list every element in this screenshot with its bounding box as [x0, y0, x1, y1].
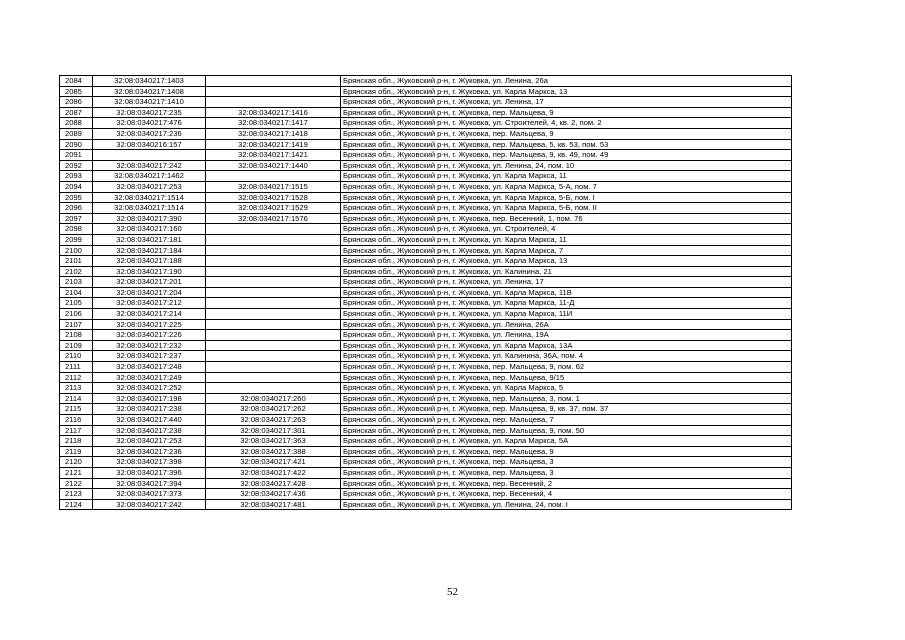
row-number-cell: 2092 [60, 160, 93, 171]
related-cadastral-number-cell [206, 351, 341, 362]
table-row [60, 234, 792, 245]
related-cadastral-number-cell [206, 76, 341, 87]
table-row [60, 425, 792, 436]
table-row [60, 160, 792, 171]
row-number-cell: 2091 [60, 150, 93, 161]
address-cell: Брянская обл., Жуковский р-н, г. Жуковка, пер. Мальцева, 9 [341, 446, 792, 457]
row-number-cell: 2102 [60, 266, 93, 277]
table-row [60, 436, 792, 447]
related-cadastral-number-cell: 32:08:0340217:1421 [206, 150, 341, 161]
row-number-cell: 2116 [60, 415, 93, 426]
table-row [60, 330, 792, 341]
cadastral-number-cell: 32:08:0340217:242 [93, 499, 206, 510]
table-row [60, 150, 792, 161]
cadastral-number-cell: 32:08:0340217:212 [93, 298, 206, 309]
row-number-cell: 2122 [60, 478, 93, 489]
table-row [60, 277, 792, 288]
cadastral-number-cell: 32:08:0340217:236 [93, 128, 206, 139]
row-number-cell: 2087 [60, 107, 93, 118]
related-cadastral-number-cell [206, 224, 341, 235]
table-row [60, 128, 792, 139]
table-row [60, 362, 792, 373]
table-row [60, 245, 792, 256]
related-cadastral-number-cell: 32:08:0340217:422 [206, 467, 341, 478]
cadastral-number-cell: 32:08:0340217:1514 [93, 203, 206, 214]
cadastral-number-cell: 32:08:0340217:188 [93, 256, 206, 267]
row-number-cell: 2104 [60, 287, 93, 298]
row-number-cell: 2115 [60, 404, 93, 415]
row-number-cell: 2114 [60, 393, 93, 404]
row-number-cell: 2106 [60, 309, 93, 320]
row-number-cell: 2111 [60, 362, 93, 373]
table-row [60, 97, 792, 108]
table-row [60, 457, 792, 468]
row-number-cell: 2086 [60, 97, 93, 108]
table-row [60, 393, 792, 404]
address-cell: Брянская обл., Жуковский р-н, г. Жуковка, пер. Мальцева, 9, кв. 49, пом. 49 [341, 150, 792, 161]
cadastral-number-cell: 32:08:0340217:1514 [93, 192, 206, 203]
row-number-cell: 2096 [60, 203, 93, 214]
cadastral-number-cell: 32:08:0340217:238 [93, 425, 206, 436]
cadastral-number-cell: 32:08:0340217:249 [93, 372, 206, 383]
related-cadastral-number-cell: 32:08:0340217:1416 [206, 107, 341, 118]
address-cell: Брянская обл., Жуковский р-н, г. Жуковка, ул. Ленина, 24, пом. 10 [341, 160, 792, 171]
table-row [60, 351, 792, 362]
related-cadastral-number-cell [206, 372, 341, 383]
address-cell: Брянская обл., Жуковский р-н, г. Жуковка, пер. Весенний, 2 [341, 478, 792, 489]
row-number-cell: 2084 [60, 76, 93, 87]
table-row [60, 404, 792, 415]
cadastral-number-cell: 32:08:0340217:253 [93, 181, 206, 192]
cadastral-number-cell: 32:08:0340217:476 [93, 118, 206, 129]
related-cadastral-number-cell [206, 383, 341, 394]
cadastral-number-cell: 32:08:0340217:396 [93, 467, 206, 478]
related-cadastral-number-cell: 32:08:0340217:263 [206, 415, 341, 426]
address-cell: Брянская обл., Жуковский р-н, г. Жуковка, ул. Ленина, 17 [341, 277, 792, 288]
cadastral-number-cell: 32:08:0340217:226 [93, 330, 206, 341]
cadastral-number-cell: 32:08:0340217:204 [93, 287, 206, 298]
row-number-cell: 2113 [60, 383, 93, 394]
row-number-cell: 2103 [60, 277, 93, 288]
table-row [60, 446, 792, 457]
cadastral-number-cell [93, 150, 206, 161]
cadastral-number-cell: 32:08:0340217:394 [93, 478, 206, 489]
cadastral-number-cell: 32:08:0340217:235 [93, 107, 206, 118]
row-number-cell: 2112 [60, 372, 93, 383]
address-cell: Брянская обл., Жуковский р-н, г. Жуковка, ул. Карла Маркса, 11И [341, 309, 792, 320]
row-number-cell: 2093 [60, 171, 93, 182]
address-cell: Брянская обл., Жуковский р-н, г. Жуковка, пер. Мальцева, 9/15 [341, 372, 792, 383]
address-cell: Брянская обл., Жуковский р-н, г. Жуковка, ул. Карла Маркса, 11 [341, 234, 792, 245]
cadastral-number-cell: 32:08:0340217:1462 [93, 171, 206, 182]
table-row [60, 319, 792, 330]
address-cell: Брянская обл., Жуковский р-н, г. Жуковка, ул. Строителей, 4, кв. 2, пом. 2 [341, 118, 792, 129]
table-row [60, 489, 792, 500]
address-cell: Брянская обл., Жуковский р-н, г. Жуковка, пер. Мальцева, 3 [341, 457, 792, 468]
row-number-cell: 2108 [60, 330, 93, 341]
row-number-cell: 2088 [60, 118, 93, 129]
page-number: 52 [447, 586, 458, 598]
cadastral-number-cell: 32:08:0340217:242 [93, 160, 206, 171]
table-row [60, 213, 792, 224]
cadastral-number-cell: 32:08:0340217:214 [93, 309, 206, 320]
address-cell: Брянская обл., Жуковский р-н, г. Жуковка, пер. Мальцева, 7 [341, 415, 792, 426]
cadastral-number-cell: 32:08:0340217:1408 [93, 86, 206, 97]
address-cell: Брянская обл., Жуковский р-н, г. Жуковка, пер. Мальцева, 9 [341, 107, 792, 118]
table-row [60, 171, 792, 182]
address-cell: Брянская обл., Жуковский р-н, г. Жуковка, пер. Мальцева, 3, пом. 1 [341, 393, 792, 404]
related-cadastral-number-cell [206, 86, 341, 97]
related-cadastral-number-cell [206, 245, 341, 256]
row-number-cell: 2120 [60, 457, 93, 468]
cadastral-number-cell: 32:08:0340217:236 [93, 446, 206, 457]
related-cadastral-number-cell: 32:08:0340217:260 [206, 393, 341, 404]
address-cell: Брянская обл., Жуковский р-н, г. Жуковка, пер. Мальцева, 9 [341, 128, 792, 139]
table-row [60, 192, 792, 203]
related-cadastral-number-cell [206, 266, 341, 277]
cadastral-number-cell: 32:08:0340217:238 [93, 404, 206, 415]
cadastral-number-cell: 32:08:0340217:198 [93, 393, 206, 404]
table-row [60, 86, 792, 97]
address-cell: Брянская обл., Жуковский р-н, г. Жуковка, ул. Карла Маркса, 13 [341, 256, 792, 267]
cadastral-number-cell: 32:08:0340216:157 [93, 139, 206, 150]
row-number-cell: 2094 [60, 181, 93, 192]
row-number-cell: 2089 [60, 128, 93, 139]
address-cell: Брянская обл., Жуковский р-н, г. Жуковка, ул. Карла Маркса, 11 [341, 171, 792, 182]
related-cadastral-number-cell [206, 287, 341, 298]
row-number-cell: 2124 [60, 499, 93, 510]
table-row [60, 298, 792, 309]
cadastral-number-cell: 32:08:0340217:232 [93, 340, 206, 351]
related-cadastral-number-cell: 32:08:0340217:1515 [206, 181, 341, 192]
cadastral-number-cell: 32:08:0340217:1410 [93, 97, 206, 108]
row-number-cell: 2097 [60, 213, 93, 224]
address-cell: Брянская обл., Жуковский р-н, г. Жуковка, пер. Весенний, 1, пом. 76 [341, 213, 792, 224]
table-row [60, 372, 792, 383]
related-cadastral-number-cell: 32:08:0340217:481 [206, 499, 341, 510]
table-row [60, 309, 792, 320]
row-number-cell: 2098 [60, 224, 93, 235]
row-number-cell: 2107 [60, 319, 93, 330]
row-number-cell: 2109 [60, 340, 93, 351]
cadastral-number-cell: 32:08:0340217:237 [93, 351, 206, 362]
table-row [60, 287, 792, 298]
cadastral-number-cell: 32:08:0340217:248 [93, 362, 206, 373]
address-cell: Брянская обл., Жуковский р-н, г. Жуковка, ул. Карла Маркса, 5А [341, 436, 792, 447]
address-cell: Брянская обл., Жуковский р-н, г. Жуковка, пер. Мальцева, 9, кв. 37, пом. 37 [341, 404, 792, 415]
table-row [60, 499, 792, 510]
related-cadastral-number-cell: 32:08:0340217:1419 [206, 139, 341, 150]
cadastral-number-cell: 32:08:0340217:390 [93, 213, 206, 224]
related-cadastral-number-cell [206, 330, 341, 341]
row-number-cell: 2105 [60, 298, 93, 309]
row-number-cell: 2101 [60, 256, 93, 267]
address-cell: Брянская обл., Жуковский р-н, г. Жуковка, ул. Ленина, 24, пом. I [341, 499, 792, 510]
cadastral-number-cell: 32:08:0340217:440 [93, 415, 206, 426]
related-cadastral-number-cell [206, 234, 341, 245]
address-cell: Брянская обл., Жуковский р-н, г. Жуковка, ул. Калинина, 36А, пом. 4 [341, 351, 792, 362]
table-row [60, 256, 792, 267]
related-cadastral-number-cell: 32:08:0340217:388 [206, 446, 341, 457]
address-cell: Брянская обл., Жуковский р-н, г. Жуковка, ул. Карла Маркса, 5-Б, пом. I [341, 192, 792, 203]
table-row [60, 266, 792, 277]
row-number-cell: 2117 [60, 425, 93, 436]
cadastral-number-cell: 32:08:0340217:160 [93, 224, 206, 235]
address-cell: Брянская обл., Жуковский р-н, г. Жуковка, пер. Мальцева, 9, пом. 50 [341, 425, 792, 436]
related-cadastral-number-cell [206, 340, 341, 351]
row-number-cell: 2123 [60, 489, 93, 500]
related-cadastral-number-cell [206, 319, 341, 330]
address-cell: Брянская обл., Жуковский р-н, г. Жуковка, ул. Карла Маркса, 11-Д [341, 298, 792, 309]
related-cadastral-number-cell: 32:08:0340217:1576 [206, 213, 341, 224]
cadastral-number-cell: 32:08:0340217:252 [93, 383, 206, 394]
address-cell: Брянская обл., Жуковский р-н, г. Жуковка, ул. Ленина, 17 [341, 97, 792, 108]
row-number-cell: 2118 [60, 436, 93, 447]
cadastral-number-cell: 32:08:0340217:225 [93, 319, 206, 330]
related-cadastral-number-cell: 32:08:0340217:1418 [206, 128, 341, 139]
related-cadastral-number-cell [206, 362, 341, 373]
related-cadastral-number-cell: 32:08:0340217:1440 [206, 160, 341, 171]
row-number-cell: 2121 [60, 467, 93, 478]
table-row [60, 118, 792, 129]
related-cadastral-number-cell: 32:08:0340217:436 [206, 489, 341, 500]
related-cadastral-number-cell: 32:08:0340217:262 [206, 404, 341, 415]
cadastral-number-cell: 32:08:0340217:201 [93, 277, 206, 288]
address-cell: Брянская обл., Жуковский р-н, г. Жуковка, ул. Карла Маркса, 13 [341, 86, 792, 97]
table-row [60, 139, 792, 150]
table-row [60, 76, 792, 87]
address-cell: Брянская обл., Жуковский р-н, г. Жуковка, ул. Карла Маркса, 13А [341, 340, 792, 351]
property-table [59, 75, 792, 510]
table-row [60, 478, 792, 489]
table-row [60, 107, 792, 118]
cadastral-number-cell: 32:08:0340217:190 [93, 266, 206, 277]
cadastral-number-cell: 32:08:0340217:398 [93, 457, 206, 468]
table-row [60, 203, 792, 214]
table-row [60, 224, 792, 235]
address-cell: Брянская обл., Жуковский р-н, г. Жуковка, ул. Карла Маркса, 5-А, пом. 7 [341, 181, 792, 192]
table-row [60, 181, 792, 192]
related-cadastral-number-cell: 32:08:0340217:428 [206, 478, 341, 489]
related-cadastral-number-cell [206, 309, 341, 320]
address-cell: Брянская обл., Жуковский р-н, г. Жуковка, ул. Ленина, 19А [341, 330, 792, 341]
address-cell: Брянская обл., Жуковский р-н, г. Жуковка, ул. Строителей, 4 [341, 224, 792, 235]
row-number-cell: 2099 [60, 234, 93, 245]
related-cadastral-number-cell: 32:08:0340217:1529 [206, 203, 341, 214]
related-cadastral-number-cell [206, 256, 341, 267]
cadastral-number-cell: 32:08:0340217:253 [93, 436, 206, 447]
table-row [60, 383, 792, 394]
cadastral-number-cell: 32:08:0340217:1403 [93, 76, 206, 87]
address-cell: Брянская обл., Жуковский р-н, г. Жуковка, ул. Калинина, 21 [341, 266, 792, 277]
address-cell: Брянская обл., Жуковский р-н, г. Жуковка, пер. Мальцева, 3 [341, 467, 792, 478]
row-number-cell: 2095 [60, 192, 93, 203]
address-cell: Брянская обл., Жуковский р-н, г. Жуковка, пер. Весенний, 4 [341, 489, 792, 500]
table-row [60, 340, 792, 351]
address-cell: Брянская обл., Жуковский р-н, г. Жуковка, ул. Ленина, 26а [341, 76, 792, 87]
row-number-cell: 2110 [60, 351, 93, 362]
related-cadastral-number-cell: 32:08:0340217:301 [206, 425, 341, 436]
table-row [60, 415, 792, 426]
cadastral-number-cell: 32:08:0340217:181 [93, 234, 206, 245]
related-cadastral-number-cell [206, 171, 341, 182]
address-cell: Брянская обл., Жуковский р-н, г. Жуковка, пер. Мальцева, 9, пом. 62 [341, 362, 792, 373]
address-cell: Брянская обл., Жуковский р-н, г. Жуковка, ул. Ленина, 26А [341, 319, 792, 330]
related-cadastral-number-cell: 32:08:0340217:1528 [206, 192, 341, 203]
address-cell: Брянская обл., Жуковский р-н, г. Жуковка, ул. Карла Маркса, 11В [341, 287, 792, 298]
table-row [60, 467, 792, 478]
related-cadastral-number-cell: 32:08:0340217:363 [206, 436, 341, 447]
related-cadastral-number-cell [206, 97, 341, 108]
address-cell: Брянская обл., Жуковский р-н, г. Жуковка, ул. Карла Маркса, 5 [341, 383, 792, 394]
cadastral-number-cell: 32:08:0340217:373 [93, 489, 206, 500]
row-number-cell: 2090 [60, 139, 93, 150]
related-cadastral-number-cell: 32:08:0340217:1417 [206, 118, 341, 129]
address-cell: Брянская обл., Жуковский р-н, г. Жуковка, пер. Мальцева, 5, кв. 53, пом. 53 [341, 139, 792, 150]
cadastral-number-cell: 32:08:0340217:184 [93, 245, 206, 256]
property-table-body [60, 76, 792, 510]
row-number-cell: 2119 [60, 446, 93, 457]
row-number-cell: 2085 [60, 86, 93, 97]
address-cell: Брянская обл., Жуковский р-н, г. Жуковка, ул. Карла Маркса, 5-Б, пом. II [341, 203, 792, 214]
related-cadastral-number-cell [206, 298, 341, 309]
row-number-cell: 2100 [60, 245, 93, 256]
related-cadastral-number-cell [206, 277, 341, 288]
related-cadastral-number-cell: 32:08:0340217:421 [206, 457, 341, 468]
address-cell: Брянская обл., Жуковский р-н, г. Жуковка, ул. Карла Маркса, 7 [341, 245, 792, 256]
